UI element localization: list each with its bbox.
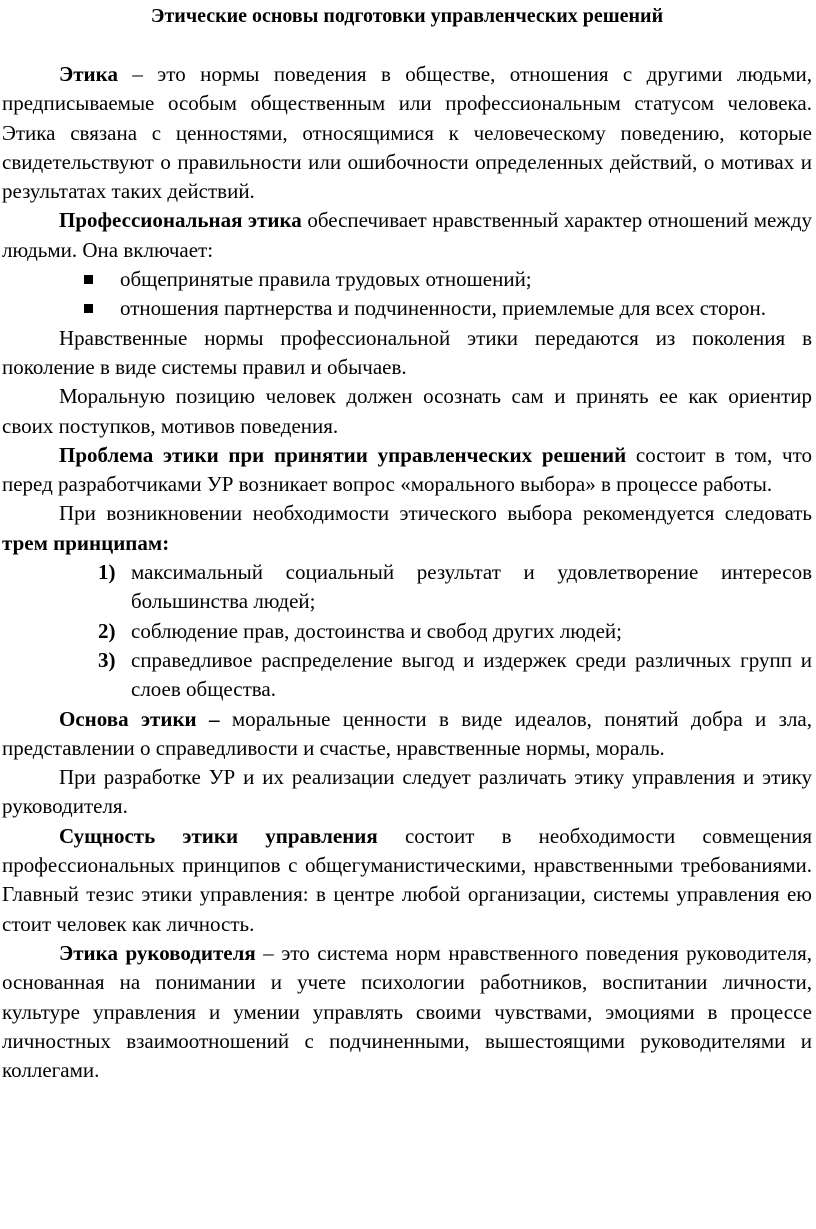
term-ethics: Этика [59, 62, 118, 86]
paragraph-ethics-problem [2, 441, 812, 500]
list-item-text: общепринятые правила трудовых отношений; [120, 267, 532, 292]
paragraph-leader-ethics [2, 939, 812, 1085]
list-item [98, 558, 812, 617]
list-item-text: отношения партнерства и подчиненности, приемлемые для всех сторон. [120, 296, 766, 321]
paragraph-text: состоит в необходимости совмещения профессиональных принципов с общегуманистическими, нравственными требованиями. Главный тезис этики управления: в центре любой организации, системы управления ею стоит человек как личность. [2, 823, 812, 936]
list-number: 3) [98, 647, 116, 672]
term-leader-ethics: Этика руководителя [59, 940, 256, 965]
list-item [120, 265, 812, 294]
square-bullet-icon [84, 304, 93, 313]
paragraph-text: – это нормы поведения в обществе, отношения с другими людьми, предписываемые особым общественным или профессиональным статусом человека. Этика связана с ценностями, относящимися к человеческому поведению, которые свидетельствуют о правильности или ошибочности определенных действий, о мотивах и результатах таких действий. [2, 62, 812, 204]
list-number: 2) [98, 618, 116, 643]
paragraph-text: моральные ценности в виде идеалов, понятий добра и зла, представлении о справедливости и счастье, нравственные нормы, мораль. [2, 706, 812, 760]
bullet-list [2, 265, 812, 324]
list-item [120, 294, 812, 323]
paragraph-management-ethics [2, 822, 812, 939]
paragraph-ethics-basis [2, 705, 812, 764]
paragraph-text: состоит в том, что перед разработчиками УР возникает вопрос «морального выбора» в процессе работы. [2, 442, 812, 497]
list-item-text: соблюдение прав, достоинства и свобод других людей; [131, 618, 623, 643]
paragraph-text: обеспечивает нравственный характер отношений между людьми. Она включает: [2, 208, 813, 262]
paragraph-ethical-choice [2, 499, 812, 558]
term-ethics-basis: Основа этики – [59, 706, 220, 731]
square-bullet-icon [84, 275, 93, 284]
page-title: Этические основы подготовки управленческих решений [150, 5, 664, 27]
term-three-principles: трем принципам: [2, 530, 170, 555]
paragraph-moral-norms: Нравственные нормы профессиональной этики передаются из поколения в поколение в виде системы правил и обычаев. [2, 325, 812, 379]
paragraph-text: При возникновении необходимости этического выбора рекомендуется следовать [59, 501, 812, 526]
paragraph-ethics-distinction: При разработке УР и их реализации следует различать этику управления и этику руководителя. [2, 765, 812, 819]
paragraph-moral-position: Моральную позицию человек должен осознать сам и принять ее как ориентир своих поступков, мотивов поведения. [2, 384, 812, 438]
list-item [98, 646, 812, 705]
principles-list [2, 558, 812, 704]
paragraph-professional-ethics [2, 206, 812, 265]
list-item-text: максимальный социальный результат и удовлетворение интересов большинства людей; [131, 560, 812, 614]
paragraph-text: – это система норм нравственного поведения руководителя, основанная на понимании и учете психологии работников, воспитании личности, культуре управления и умении управлять своими чувствами, эмоциями в процессе личностных взаимоотношений с подчиненными, вышестоящими руководителями и коллегами. [2, 940, 812, 1083]
term-ethics-problem: Проблема этики при принятии управленческих решений [59, 442, 627, 467]
list-number: 1) [98, 560, 116, 585]
term-management-ethics: Сущность этики управления [59, 823, 378, 848]
term-professional-ethics: Профессиональная этика [59, 208, 302, 233]
list-item [98, 617, 812, 646]
list-item-text: справедливое распределение выгод и издержек среди различных групп и слоев общества. [131, 647, 812, 702]
paragraph-ethics-definition [2, 60, 812, 206]
